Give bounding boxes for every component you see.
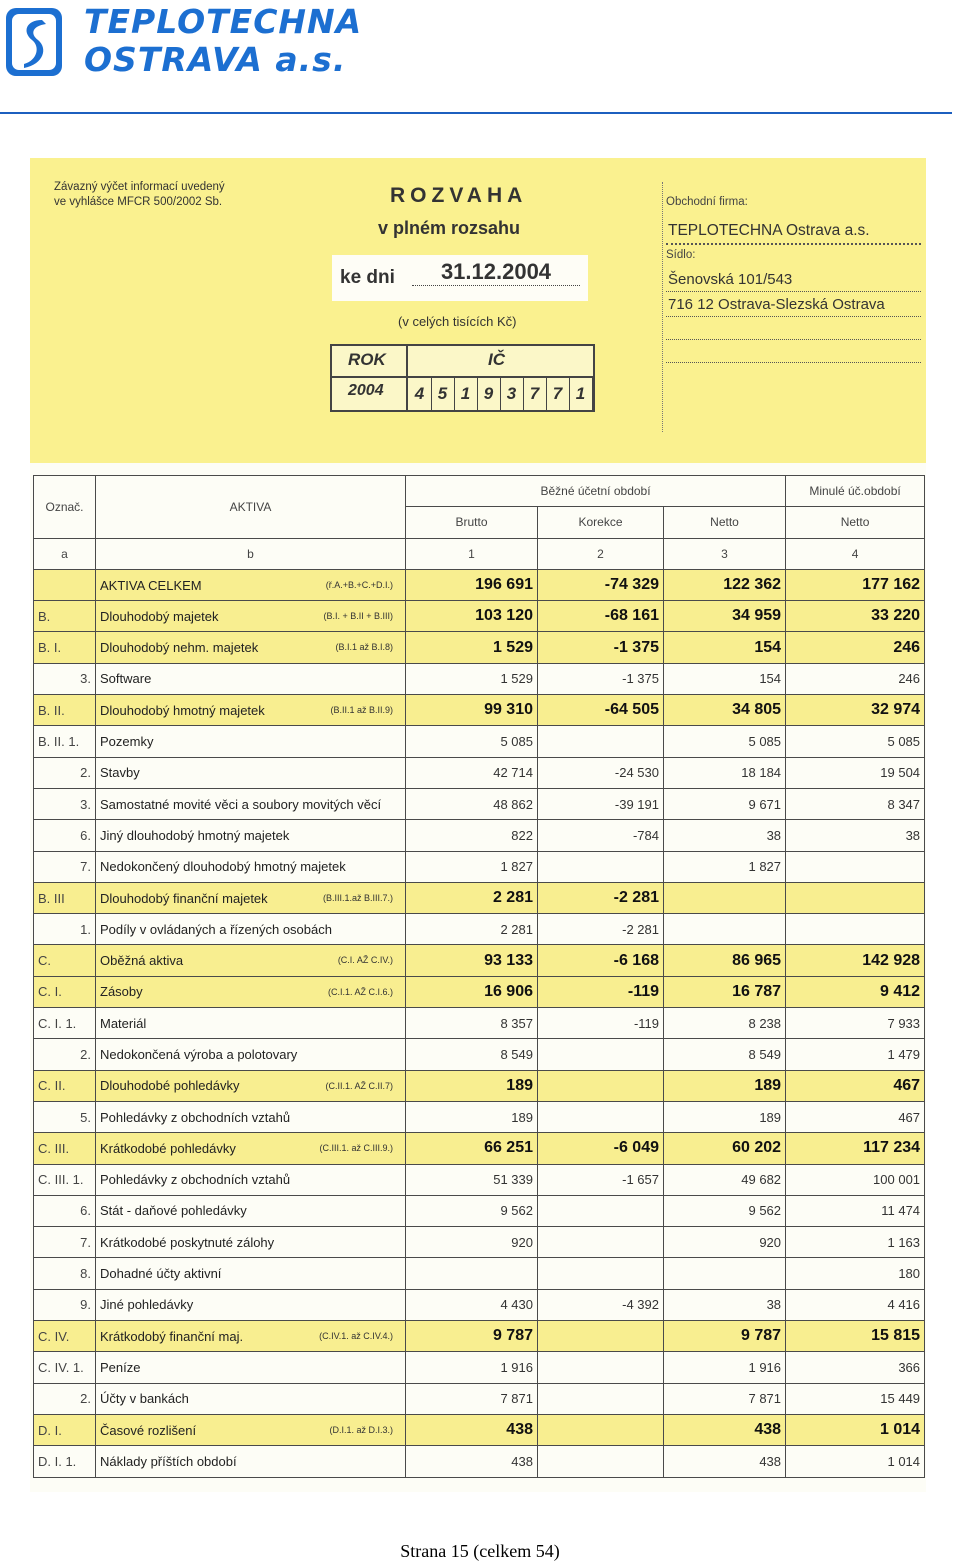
cell-prev: 1 479 <box>786 1039 925 1070</box>
cell-prev: 180 <box>786 1258 925 1289</box>
balance-table <box>33 475 925 1478</box>
row-description: Dohadné účty aktivní <box>100 1266 222 1282</box>
row-description-cell <box>96 1039 406 1070</box>
table-head-row3 <box>34 538 925 569</box>
cell-prev: 33 220 <box>786 601 925 632</box>
head-korekce: Korekce <box>538 507 664 538</box>
row-code: 5. <box>34 1101 96 1132</box>
table-row <box>34 1383 925 1414</box>
cell-korekce: -1 657 <box>538 1164 664 1195</box>
cell-korekce: -39 191 <box>538 788 664 819</box>
table-head-row1 <box>34 476 925 507</box>
head-netto: Netto <box>664 507 786 538</box>
row-code: B. III <box>34 882 96 913</box>
row-description-cell <box>96 1227 406 1258</box>
cell-netto: 438 <box>664 1414 786 1445</box>
form-header-area <box>30 158 926 463</box>
cell-brutto: 42 714 <box>406 757 538 788</box>
ic-digit: 5 <box>431 378 455 410</box>
row-description-cell <box>96 788 406 819</box>
row-description-cell <box>96 1195 406 1226</box>
cell-korekce: -6 168 <box>538 945 664 976</box>
row-description: Dlouhodobý finanční majetek <box>100 890 268 906</box>
cell-netto: 8 238 <box>664 1008 786 1039</box>
table-row <box>34 976 925 1007</box>
cell-prev: 15 449 <box>786 1383 925 1414</box>
cell-prev: 100 001 <box>786 1164 925 1195</box>
firm-name: TEPLOTECHNA Ostrava a.s. <box>666 208 921 245</box>
ic-digit: 7 <box>546 378 570 410</box>
address-line2: 716 12 Ostrava-Slezská Ostrava <box>666 292 921 317</box>
row-description-cell <box>96 1164 406 1195</box>
cell-korekce <box>538 1227 664 1258</box>
head-col-4: 4 <box>786 538 925 569</box>
cell-korekce: -74 329 <box>538 569 664 600</box>
table-row <box>34 1039 925 1070</box>
cell-brutto: 99 310 <box>406 695 538 726</box>
table-row <box>34 788 925 819</box>
cell-brutto <box>406 1258 538 1289</box>
row-description: Podíly v ovládaných a řízených osobách <box>100 921 332 937</box>
row-reference: (C.I.1. AŽ C.I.6.) <box>327 986 393 997</box>
cell-brutto: 16 906 <box>406 976 538 1007</box>
row-description: Dlouhodobé pohledávky <box>100 1078 240 1094</box>
table-row <box>34 1446 925 1477</box>
cell-brutto: 189 <box>406 1101 538 1132</box>
row-code: D. I. 1. <box>34 1446 96 1477</box>
table-row <box>34 1352 925 1383</box>
cell-netto: 34 959 <box>664 601 786 632</box>
cell-prev: 7 933 <box>786 1008 925 1039</box>
head-aktiva: AKTIVA <box>96 476 406 539</box>
row-code <box>34 569 96 600</box>
table-row <box>34 914 925 945</box>
cell-korekce <box>538 1195 664 1226</box>
cell-prev <box>786 914 925 945</box>
row-code: C. I. 1. <box>34 1008 96 1039</box>
cell-brutto: 1 529 <box>406 663 538 694</box>
table-row <box>34 945 925 976</box>
cell-prev: 4 416 <box>786 1289 925 1320</box>
row-description: Dlouhodobý majetek <box>100 608 219 624</box>
cell-prev: 467 <box>786 1070 925 1101</box>
cell-netto <box>664 914 786 945</box>
table-row <box>34 1414 925 1445</box>
cell-korekce: -784 <box>538 820 664 851</box>
cell-prev: 9 412 <box>786 976 925 1007</box>
ic-label: IČ <box>488 350 505 369</box>
table-row <box>34 1164 925 1195</box>
cell-korekce: -1 375 <box>538 663 664 694</box>
ic-digit: 1 <box>569 378 593 410</box>
cell-prev: 11 474 <box>786 1195 925 1226</box>
row-reference: (B.I.1 až B.I.8) <box>335 642 393 653</box>
row-description-cell <box>96 851 406 882</box>
rok-ic-box <box>330 344 595 412</box>
row-description: Účty v bankách <box>100 1391 189 1407</box>
row-code: 8. <box>34 1258 96 1289</box>
cell-korekce: -1 375 <box>538 632 664 663</box>
table-row <box>34 632 925 663</box>
table-row <box>34 757 925 788</box>
cell-prev: 32 974 <box>786 695 925 726</box>
cell-brutto: 48 862 <box>406 788 538 819</box>
cell-korekce: -119 <box>538 976 664 1007</box>
row-description: Software <box>100 671 152 687</box>
cell-brutto: 2 281 <box>406 914 538 945</box>
row-code: C. IV. 1. <box>34 1352 96 1383</box>
cell-netto: 34 805 <box>664 695 786 726</box>
rok-value: 2004 <box>348 382 384 399</box>
cell-brutto: 1 529 <box>406 632 538 663</box>
cell-netto: 9 562 <box>664 1195 786 1226</box>
table-body <box>34 569 925 1477</box>
cell-netto: 86 965 <box>664 945 786 976</box>
cell-netto: 154 <box>664 663 786 694</box>
row-description-cell <box>96 632 406 663</box>
head-col-1: 1 <box>406 538 538 569</box>
cell-korekce <box>538 1258 664 1289</box>
cell-prev: 1 014 <box>786 1414 925 1445</box>
cell-prev: 15 815 <box>786 1321 925 1352</box>
cell-prev: 38 <box>786 820 925 851</box>
teplotechna-logo-icon <box>4 6 64 78</box>
row-description: Krátkodobé pohledávky <box>100 1140 236 1156</box>
cell-brutto: 189 <box>406 1070 538 1101</box>
date-label: ke dni <box>340 267 395 288</box>
cell-prev: 5 085 <box>786 726 925 757</box>
cell-netto: 9 671 <box>664 788 786 819</box>
row-description: Pohledávky z obchodních vztahů <box>100 1109 291 1125</box>
cell-brutto: 9 562 <box>406 1195 538 1226</box>
table-row <box>34 1227 925 1258</box>
legal-note-line2: ve vyhlášce MFCR 500/2002 Sb. <box>54 196 223 208</box>
table-row <box>34 820 925 851</box>
page-header <box>0 0 960 118</box>
row-code: D. I. <box>34 1414 96 1445</box>
row-code: C. III. 1. <box>34 1164 96 1195</box>
cell-netto: 16 787 <box>664 976 786 1007</box>
table-row <box>34 1195 925 1226</box>
head-brutto: Brutto <box>406 507 538 538</box>
head-previous-period: Minulé úč.období <box>786 476 925 507</box>
cell-korekce <box>538 726 664 757</box>
row-description-cell <box>96 976 406 1007</box>
row-description: Časové rozlišení <box>100 1422 197 1438</box>
cell-brutto: 1 916 <box>406 1352 538 1383</box>
row-reference: (C.I. AŽ C.IV.) <box>337 955 393 966</box>
cell-korekce <box>538 1039 664 1070</box>
row-reference: (C.III.1. až C.III.9.) <box>319 1143 393 1154</box>
row-description: Dlouhodobý nehm. majetek <box>100 640 259 656</box>
row-description-cell <box>96 882 406 913</box>
scanned-balance-sheet <box>30 158 926 1492</box>
row-description-cell <box>96 1352 406 1383</box>
brand-name-line2: OSTRAVA a.s. <box>84 40 347 79</box>
row-code: B. II. <box>34 695 96 726</box>
cell-prev: 117 234 <box>786 1133 925 1164</box>
cell-korekce: -64 505 <box>538 695 664 726</box>
ic-digit: 7 <box>523 378 547 410</box>
cell-netto: 7 871 <box>664 1383 786 1414</box>
head-col-a: a <box>34 538 96 569</box>
row-code: 3. <box>34 663 96 694</box>
head-netto-prev: Netto <box>786 507 925 538</box>
form-subtitle: v plném rozsahu <box>378 218 521 238</box>
row-description-cell <box>96 757 406 788</box>
row-description: Pohledávky z obchodních vztahů <box>100 1172 291 1188</box>
row-code: C. IV. <box>34 1321 96 1352</box>
legal-note-line1: Závazný výčet informací uvedený <box>54 181 225 193</box>
row-reference: (B.I. + B.II + B.III) <box>323 611 393 622</box>
cell-prev: 142 928 <box>786 945 925 976</box>
cell-netto: 1 916 <box>664 1352 786 1383</box>
cell-brutto: 93 133 <box>406 945 538 976</box>
cell-korekce <box>538 1352 664 1383</box>
cell-brutto: 920 <box>406 1227 538 1258</box>
table-row <box>34 726 925 757</box>
row-description: Stavby <box>100 765 140 781</box>
row-reference: (C.II.1. AŽ C.II.7) <box>325 1080 393 1091</box>
row-reference: (ř.A.+B.+C.+D.I.) <box>325 579 393 590</box>
ic-digit: 3 <box>500 378 524 410</box>
row-description-cell <box>96 1008 406 1039</box>
cell-prev <box>786 851 925 882</box>
cell-prev <box>786 882 925 913</box>
cell-korekce: -119 <box>538 1008 664 1039</box>
cell-prev: 1 014 <box>786 1446 925 1477</box>
row-code: C. I. <box>34 976 96 1007</box>
row-code: 2. <box>34 757 96 788</box>
table-row <box>34 882 925 913</box>
cell-netto: 5 085 <box>664 726 786 757</box>
cell-netto: 38 <box>664 820 786 851</box>
cell-brutto: 9 787 <box>406 1321 538 1352</box>
ic-digit: 1 <box>454 378 478 410</box>
cell-korekce <box>538 1070 664 1101</box>
cell-prev: 366 <box>786 1352 925 1383</box>
row-description: Nedokončený dlouhodobý hmotný majetek <box>100 859 346 875</box>
cell-netto: 920 <box>664 1227 786 1258</box>
cell-brutto: 438 <box>406 1414 538 1445</box>
cell-prev: 177 162 <box>786 569 925 600</box>
cell-korekce <box>538 1383 664 1414</box>
row-code: B. II. 1. <box>34 726 96 757</box>
cell-netto: 18 184 <box>664 757 786 788</box>
cell-brutto: 1 827 <box>406 851 538 882</box>
row-code: 6. <box>34 820 96 851</box>
row-reference: (C.IV.1. až C.IV.4.) <box>319 1331 393 1342</box>
cell-netto: 38 <box>664 1289 786 1320</box>
row-description-cell <box>96 1070 406 1101</box>
row-description-cell <box>96 1101 406 1132</box>
cell-brutto: 196 691 <box>406 569 538 600</box>
cell-netto: 60 202 <box>664 1133 786 1164</box>
row-description-cell <box>96 601 406 632</box>
head-oznac: Označ. <box>34 476 96 539</box>
row-description-cell <box>96 945 406 976</box>
table-row <box>34 1321 925 1352</box>
firm-info <box>666 196 921 363</box>
row-description: Náklady příštích období <box>100 1453 237 1469</box>
table-row <box>34 1289 925 1320</box>
row-code: C. II. <box>34 1070 96 1101</box>
ic-digit: 9 <box>477 378 501 410</box>
cell-korekce: -2 281 <box>538 882 664 913</box>
table-row <box>34 1258 925 1289</box>
row-description-cell <box>96 820 406 851</box>
cell-prev: 246 <box>786 663 925 694</box>
header-divider <box>0 112 952 114</box>
row-description-cell <box>96 569 406 600</box>
ic-digit: 4 <box>408 378 432 410</box>
row-reference: (B.III.1.až B.III.7.) <box>322 892 393 903</box>
cell-korekce <box>538 1321 664 1352</box>
row-description: Jiný dlouhodobý hmotný majetek <box>100 827 290 843</box>
cell-prev: 246 <box>786 632 925 663</box>
cell-netto: 122 362 <box>664 569 786 600</box>
row-code: 7. <box>34 851 96 882</box>
cell-korekce: -2 281 <box>538 914 664 945</box>
table-row <box>34 1008 925 1039</box>
row-description: Dlouhodobý hmotný majetek <box>100 702 265 718</box>
row-code: 6. <box>34 1195 96 1226</box>
cell-korekce: -24 530 <box>538 757 664 788</box>
date-box <box>332 255 588 301</box>
head-col-3: 3 <box>664 538 786 569</box>
row-description-cell <box>96 1383 406 1414</box>
cell-korekce: -6 049 <box>538 1133 664 1164</box>
row-description: Pozemky <box>100 734 154 750</box>
cell-netto: 189 <box>664 1101 786 1132</box>
cell-prev: 1 163 <box>786 1227 925 1258</box>
cell-brutto: 438 <box>406 1446 538 1477</box>
cell-netto <box>664 1258 786 1289</box>
table-row <box>34 1101 925 1132</box>
cell-prev: 8 347 <box>786 788 925 819</box>
cell-brutto: 5 085 <box>406 726 538 757</box>
cell-korekce <box>538 851 664 882</box>
page-footer: Strana 15 (celkem 54) <box>400 1541 560 1561</box>
table-row <box>34 569 925 600</box>
cell-brutto: 51 339 <box>406 1164 538 1195</box>
row-description: AKTIVA CELKEM <box>100 577 202 593</box>
row-description-cell <box>96 1289 406 1320</box>
table-row <box>34 851 925 882</box>
cell-korekce: -68 161 <box>538 601 664 632</box>
row-reference: (B.II.1 až B.II.9) <box>330 705 393 716</box>
cell-brutto: 103 120 <box>406 601 538 632</box>
units-note: (v celých tisících Kč) <box>398 314 517 329</box>
row-code: 1. <box>34 914 96 945</box>
row-description: Peníze <box>100 1359 141 1375</box>
cell-korekce <box>538 1446 664 1477</box>
row-description: Zásoby <box>100 984 143 1000</box>
cell-netto: 8 549 <box>664 1039 786 1070</box>
cell-netto: 9 787 <box>664 1321 786 1352</box>
cell-netto: 189 <box>664 1070 786 1101</box>
table-row <box>34 1070 925 1101</box>
cell-brutto: 2 281 <box>406 882 538 913</box>
row-description: Oběžná aktiva <box>100 953 184 969</box>
form-title: ROZVAHA <box>390 184 528 207</box>
cell-netto: 154 <box>664 632 786 663</box>
head-current-period: Běžné účetní období <box>406 476 786 507</box>
cell-brutto: 8 549 <box>406 1039 538 1070</box>
cell-netto: 1 827 <box>664 851 786 882</box>
cell-prev: 19 504 <box>786 757 925 788</box>
address-line1: Šenovská 101/543 <box>666 261 921 292</box>
row-code: 7. <box>34 1227 96 1258</box>
cell-brutto: 4 430 <box>406 1289 538 1320</box>
row-code: 3. <box>34 788 96 819</box>
date-value: 31.12.2004 <box>412 259 580 286</box>
row-code: 2. <box>34 1383 96 1414</box>
legal-note <box>54 180 225 210</box>
cell-netto: 438 <box>664 1446 786 1477</box>
row-description-cell <box>96 726 406 757</box>
cell-korekce <box>538 1101 664 1132</box>
cell-brutto: 8 357 <box>406 1008 538 1039</box>
row-description: Jiné pohledávky <box>100 1297 194 1313</box>
row-code: 2. <box>34 1039 96 1070</box>
row-description: Stát - daňové pohledávky <box>100 1203 247 1219</box>
cell-korekce: -4 392 <box>538 1289 664 1320</box>
row-description-cell <box>96 1258 406 1289</box>
head-col-b: b <box>96 538 406 569</box>
table-row <box>34 601 925 632</box>
row-description-cell <box>96 1133 406 1164</box>
cell-netto <box>664 882 786 913</box>
row-description: Nedokončená výroba a polotovary <box>100 1046 298 1062</box>
row-code: C. <box>34 945 96 976</box>
row-description: Samostatné movité věci a soubory movitých věcí <box>100 796 382 812</box>
row-description: Materiál <box>100 1015 147 1031</box>
row-code: B. I. <box>34 632 96 663</box>
table-row <box>34 1133 925 1164</box>
brand-name-line1: TEPLOTECHNA <box>84 2 363 41</box>
head-col-2: 2 <box>538 538 664 569</box>
row-description-cell <box>96 1321 406 1352</box>
table-row <box>34 695 925 726</box>
row-code: 9. <box>34 1289 96 1320</box>
seat-label: Sídlo: <box>666 249 696 261</box>
cell-brutto: 7 871 <box>406 1383 538 1414</box>
row-description-cell <box>96 663 406 694</box>
row-description: Krátkodobý finanční maj. <box>100 1328 244 1344</box>
cell-netto: 49 682 <box>664 1164 786 1195</box>
row-reference: (D.I.1. až D.I.3.) <box>329 1424 393 1435</box>
row-description-cell <box>96 914 406 945</box>
cell-prev: 467 <box>786 1101 925 1132</box>
row-code: C. III. <box>34 1133 96 1164</box>
cell-brutto: 66 251 <box>406 1133 538 1164</box>
row-description-cell <box>96 1414 406 1445</box>
firm-label: Obchodní firma: <box>666 196 748 208</box>
cell-korekce <box>538 1414 664 1445</box>
rok-label: ROK <box>348 350 386 369</box>
row-code: B. <box>34 601 96 632</box>
table-row <box>34 663 925 694</box>
row-description-cell <box>96 695 406 726</box>
row-description-cell <box>96 1446 406 1477</box>
row-description: Krátkodobé poskytnuté zálohy <box>100 1234 275 1250</box>
cell-brutto: 822 <box>406 820 538 851</box>
